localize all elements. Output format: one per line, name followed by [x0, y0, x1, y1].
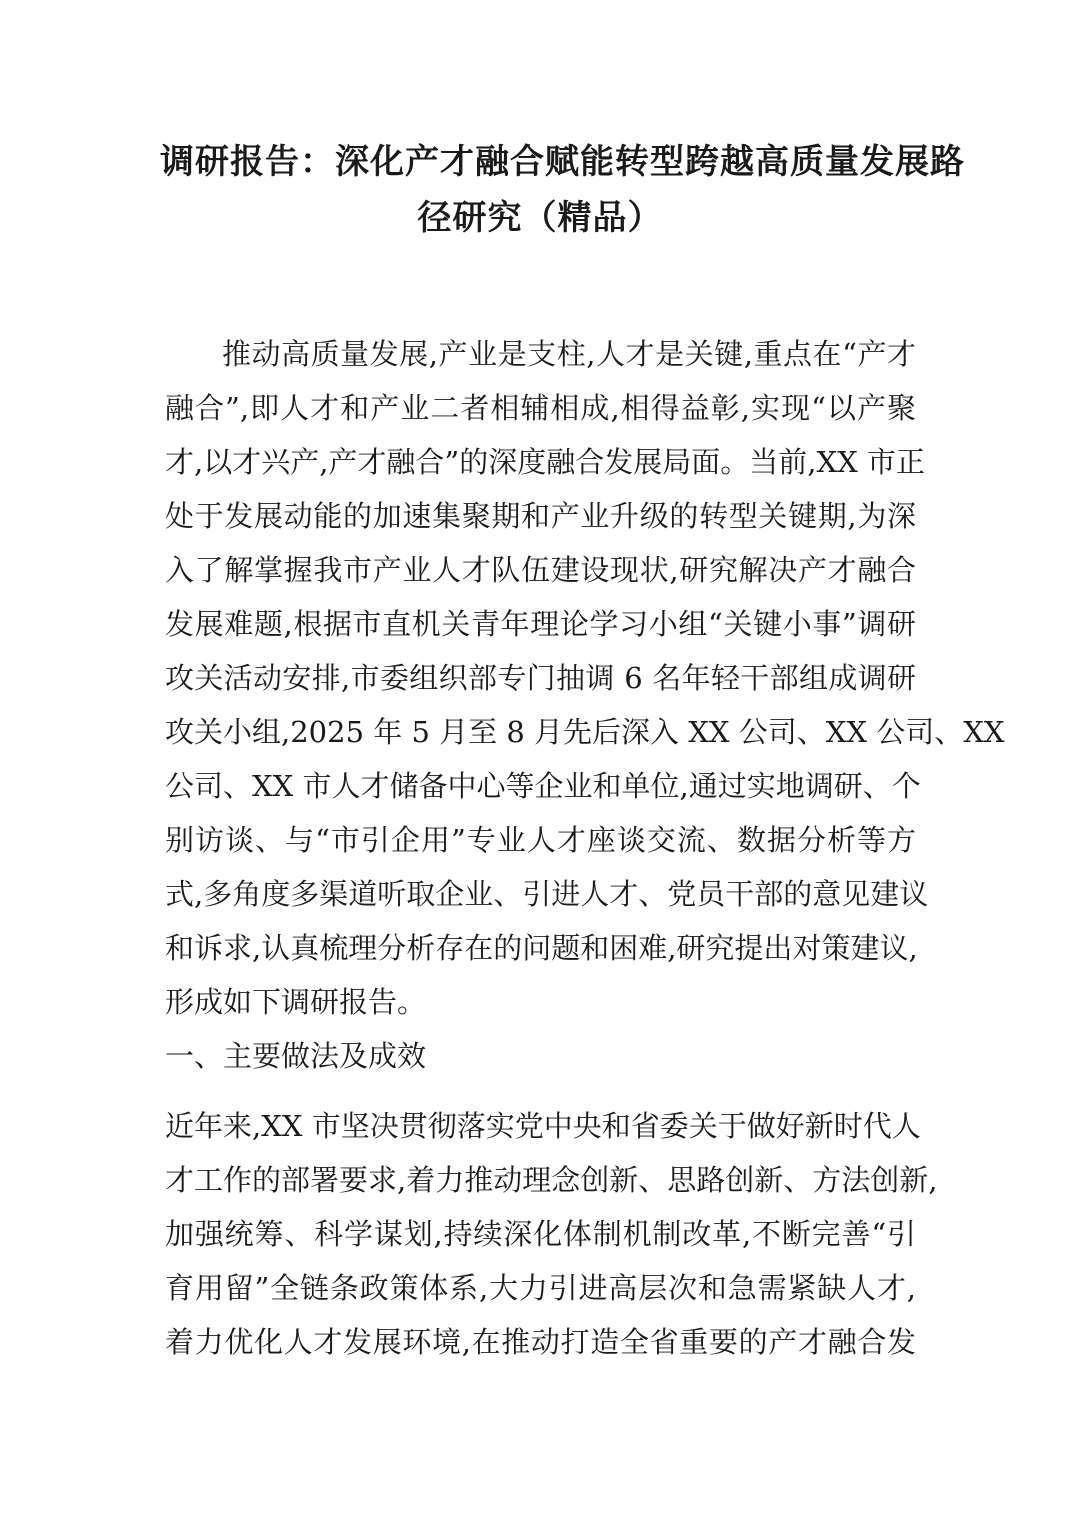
document-title-line-2: 径研究（精品）: [417, 198, 663, 238]
section-heading: 一、主要做法及成效: [165, 1039, 427, 1073]
body-line: 别访谈、与“市引企用”专业人才座谈交流、数据分析等方: [165, 823, 916, 857]
body-line: 形成如下调研报告。: [165, 985, 427, 1019]
body-line: 入了解掌握我市产业人才队伍建设现状,研究解决产才融合: [165, 553, 916, 587]
body-line: 发展难题,根据市直机关青年理论学习小组“关键小事”调研: [165, 607, 916, 641]
body-line: 才,以才兴产,产才融合”的深度融合发展局面。当前,XX 市正: [165, 445, 925, 479]
body-line: 融合”,即人才和产业二者相辅相成,相得益彰,实现“以产聚: [165, 391, 916, 425]
body-line: 和诉求,认真梳理分析存在的问题和困难,研究提出对策建议,: [165, 931, 918, 965]
body-line: 育用留”全链条政策体系,大力引进高层次和急需紧缺人才,: [165, 1271, 916, 1305]
body-line: 攻关活动安排,市委组织部专门抽调 6 名年轻干部组成调研: [165, 661, 916, 695]
body-line: 式,多角度多渠道听取企业、引进人才、党员干部的意见建议: [165, 877, 929, 911]
body-line: 加强统筹、科学谋划,持续深化体制机制改革,不断完善“引: [165, 1217, 916, 1251]
body-line: 处于发展动能的加速集聚期和产业升级的转型关键期,为深: [165, 499, 916, 533]
body-line: 公司、XX 市人才储备中心等企业和单位,通过实地调研、个: [165, 769, 921, 803]
body-line: 着力优化人才发展环境,在推动打造全省重要的产才融合发: [165, 1325, 916, 1359]
body-line: 才工作的部署要求,着力推动理念创新、思路创新、方法创新,: [165, 1163, 938, 1197]
document-title-line-1: 调研报告：深化产才融合赋能转型跨越高质量发展路: [160, 142, 965, 182]
body-line: 近年来,XX 市坚决贯彻落实党中央和省委关于做好新时代人: [165, 1109, 921, 1143]
body-line: 攻关小组,2025 年 5 月至 8 月先后深入 XX 公司、XX 公司、XX: [165, 715, 1005, 749]
body-line: 推动高质量发展,产业是支柱,人才是关键,重点在“产才: [222, 337, 916, 371]
